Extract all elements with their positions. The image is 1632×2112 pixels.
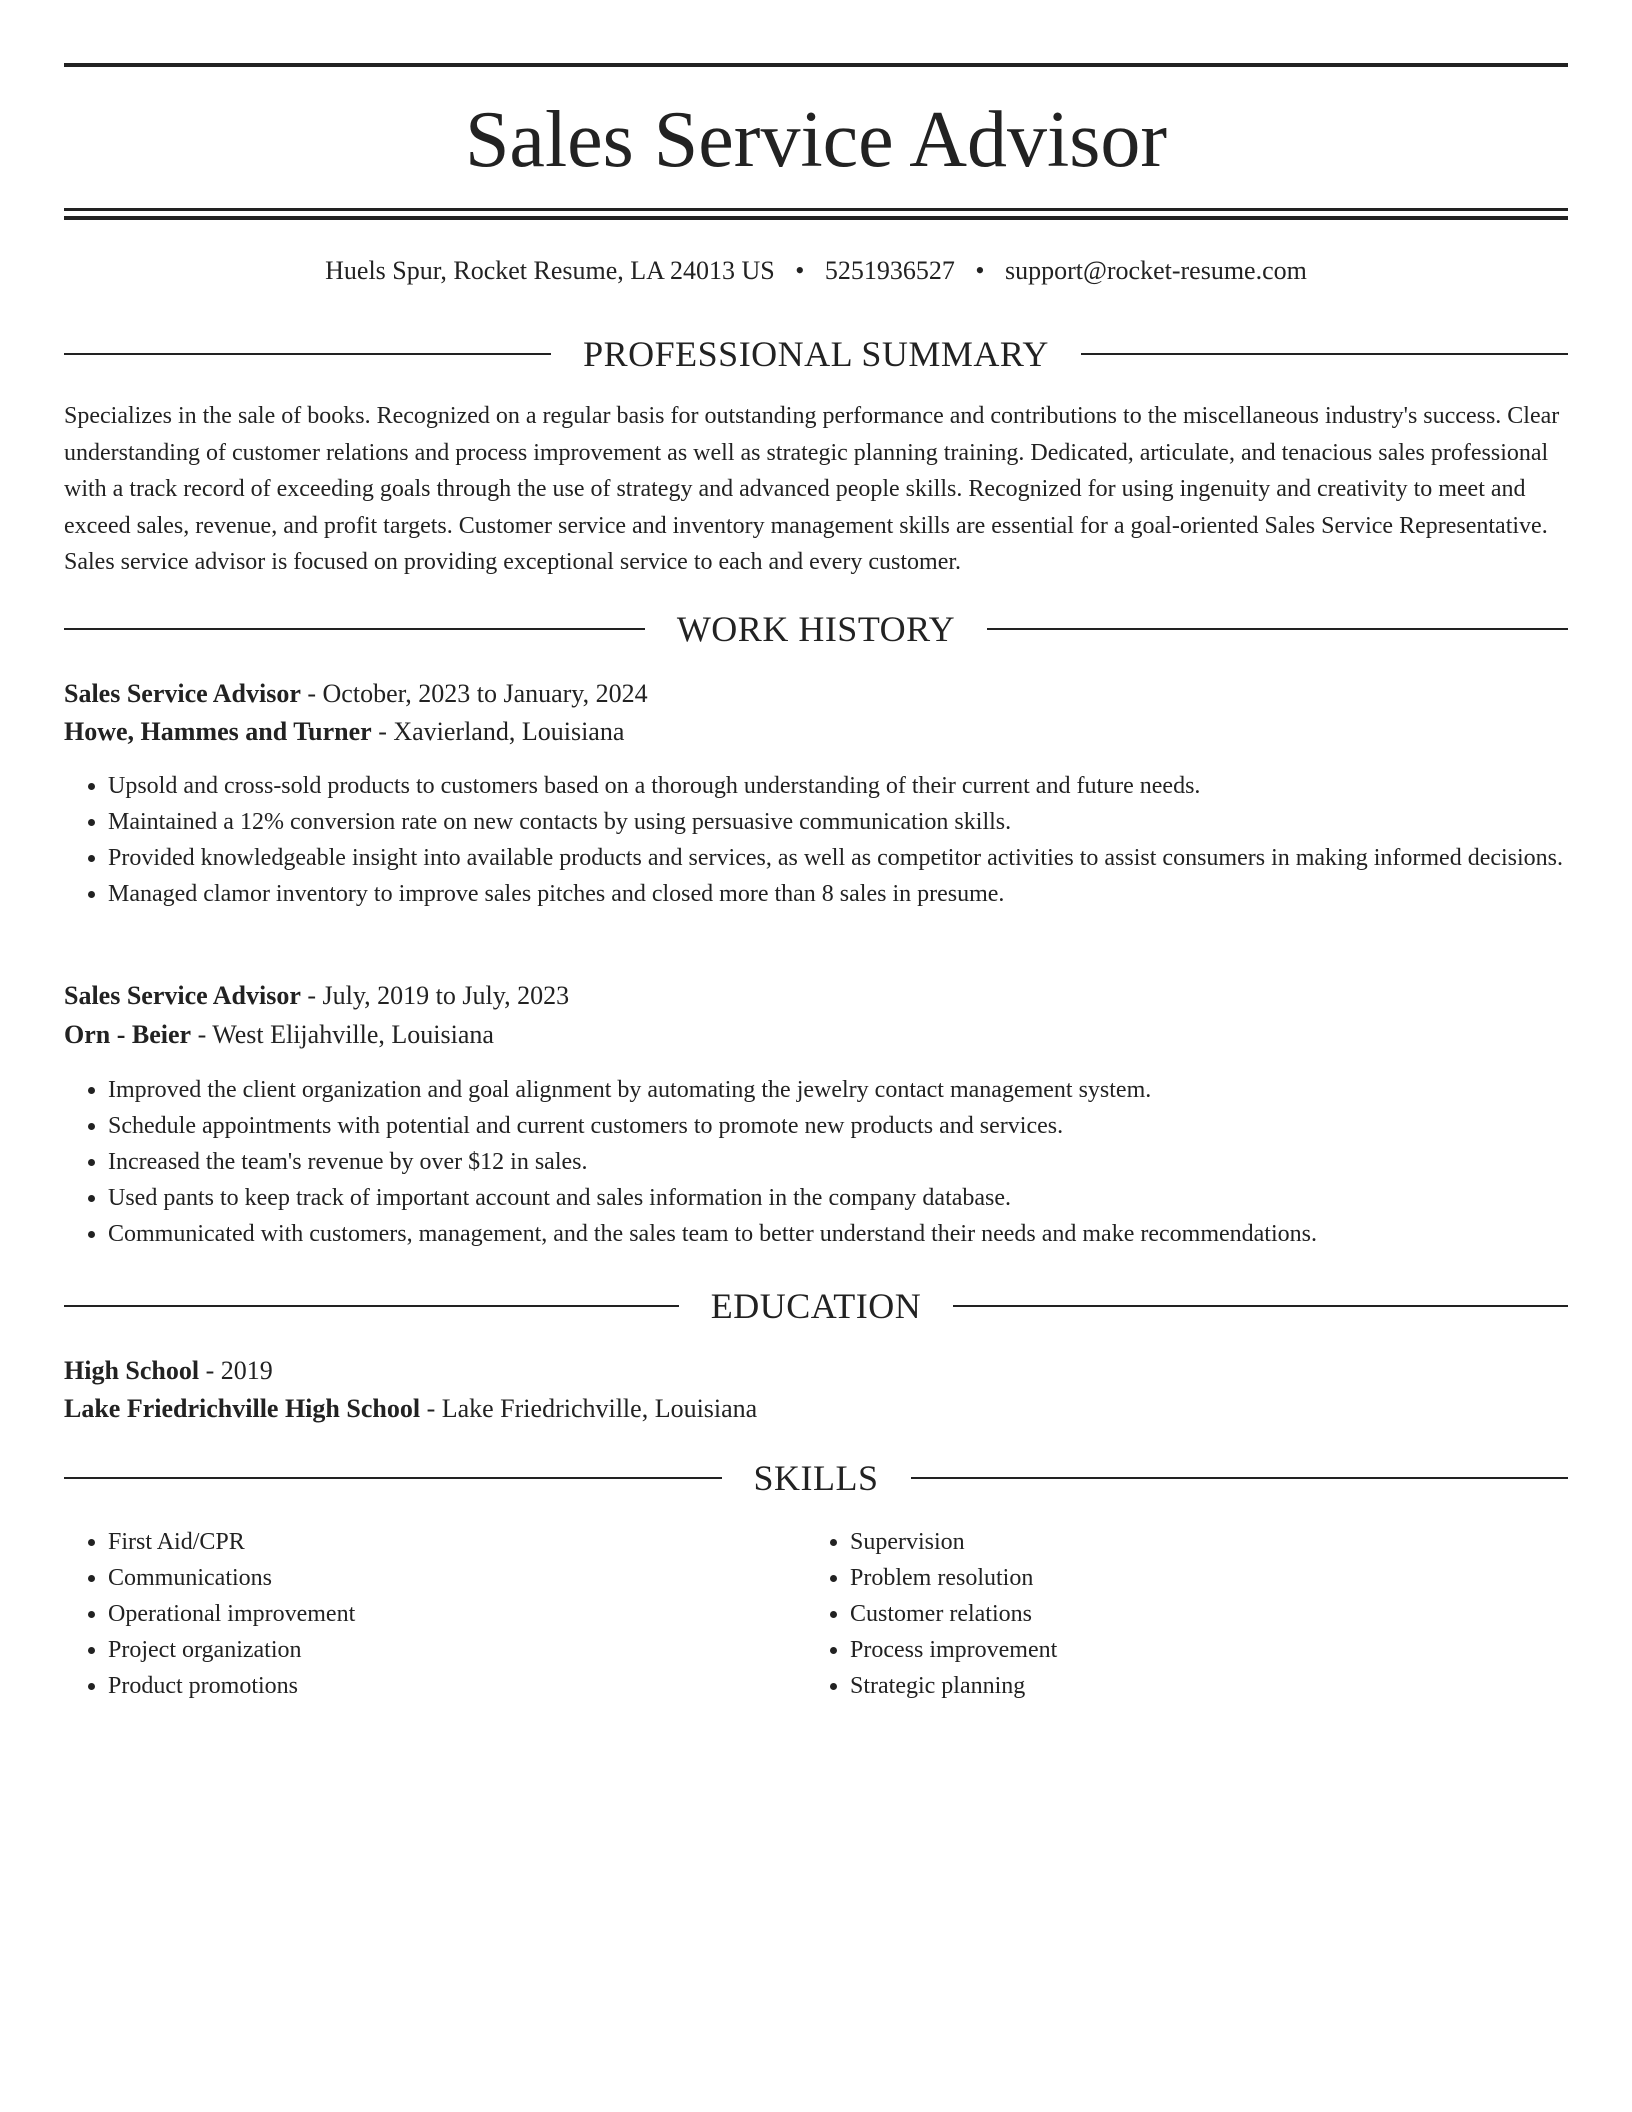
section-title: PROFESSIONAL SUMMARY (583, 334, 1049, 374)
job-dates: - October, 2023 to January, 2024 (300, 679, 648, 708)
education-location: - Lake Friedrichville, Louisiana (420, 1394, 758, 1423)
divider-line (1081, 353, 1568, 355)
skills-list-right (806, 1524, 1550, 1704)
skill-item: • First Aid/CPR (108, 1524, 808, 1560)
divider-line (911, 1477, 1569, 1479)
contact-separator: • (975, 256, 985, 285)
divider-line (64, 628, 645, 630)
contact-line (64, 254, 1568, 288)
skill-item: • Customer relations (850, 1596, 1550, 1632)
section-heading-education (64, 1284, 1568, 1328)
divider-line (64, 353, 551, 355)
job-company: Orn - Beier (64, 1020, 192, 1049)
list-item: • Used pants to keep track of important account and sales information in the company database. (108, 1180, 1568, 1216)
job-company-line (64, 1016, 1568, 1054)
summary-text: Specializes in the sale of books. Recognized on a regular basis for outstanding performance and contributions to the miscellaneous industry's success. Clear understanding of customer relations and process improvement as well as strategic planning training. Dedicated, articulate, and tenacious sales professional with a track record of exceeding goals through the use of strategy and advanced people skills. Recognized for using ingenuity and creativity to meet and exceed sales, revenue, and profit targets. Customer service and inventory management skills are essential for a goal-oriented Sales Service Representative. Sales service advisor is focused on providing exceptional service to each and every customer. (64, 403, 1560, 575)
job-location: - Xavierland, Louisiana (371, 717, 625, 746)
job-bullets (64, 768, 1568, 912)
section-heading-summary (64, 332, 1568, 376)
skill-item: • Process improvement (850, 1632, 1550, 1668)
divider-line (64, 1477, 722, 1479)
skill-item: • Problem resolution (850, 1560, 1550, 1596)
job-role: Sales Service Advisor (64, 679, 301, 708)
education-degree-line (64, 1352, 1568, 1390)
skill-item: • Strategic planning (850, 1668, 1550, 1704)
divider-line (953, 1305, 1568, 1307)
job-bullets (64, 1072, 1568, 1252)
contact-phone: 5251936527 (824, 256, 955, 285)
list-item: • Managed clamor inventory to improve sales pitches and closed more than 8 sales in presume. (108, 876, 1568, 912)
list-item: • Maintained a 12% conversion rate on new contacts by using persuasive communication skills. (108, 804, 1568, 840)
job-location: - West Elijahville, Louisiana (191, 1020, 494, 1049)
section-title: SKILLS (753, 1458, 879, 1498)
divider-line (64, 1305, 679, 1307)
section-title: WORK HISTORY (676, 609, 956, 649)
skill-item: • Product promotions (108, 1668, 808, 1704)
divider-line (987, 628, 1568, 630)
job-role: Sales Service Advisor (64, 981, 301, 1010)
skill-item: • Communications (108, 1560, 808, 1596)
skills-list-left (64, 1524, 808, 1704)
list-item: • Improved the client organization and goal alignment by automating the jewelry contact management system. (108, 1072, 1568, 1108)
education-degree: High School (64, 1356, 200, 1385)
education-school: Lake Friedrichville High School (64, 1394, 421, 1423)
skill-item: • Supervision (850, 1524, 1550, 1560)
list-item: • Upsold and cross-sold products to customers based on a thorough understanding of their current and future needs. (108, 768, 1568, 804)
job-title-line (64, 675, 1568, 713)
job-title-line (64, 977, 1568, 1015)
job-company: Howe, Hammes and Turner (64, 717, 372, 746)
education-school-line (64, 1390, 1568, 1428)
skill-item: • Project organization (108, 1632, 808, 1668)
contact-email: support@rocket-resume.com (1004, 256, 1307, 285)
contact-separator: • (795, 256, 805, 285)
section-heading-work-history (64, 607, 1568, 651)
list-item: • Schedule appointments with potential and current customers to promote new products and services. (108, 1108, 1568, 1144)
list-item: • Increased the team's revenue by over $12 in sales. (108, 1144, 1568, 1180)
education-year: - 2019 (199, 1356, 273, 1385)
contact-address: Huels Spur, Rocket Resume, LA 24013 US (325, 256, 775, 285)
section-heading-skills (64, 1456, 1568, 1500)
job-company-line (64, 713, 1568, 751)
list-item: • Communicated with customers, management, and the sales team to better understand their needs and make recommendations. (108, 1216, 1568, 1252)
list-item: • Provided knowledgeable insight into available products and services, as well as competitor activities to assist consumers in making informed decisions. (108, 840, 1568, 876)
section-title: EDUCATION (710, 1286, 922, 1326)
title-rule-lower (64, 216, 1568, 220)
title-rule-upper (64, 208, 1568, 211)
resume-title: Sales Service Advisor (464, 96, 1168, 184)
top-rule (64, 63, 1568, 67)
skill-item: • Operational improvement (108, 1596, 808, 1632)
job-dates: - July, 2019 to July, 2023 (300, 981, 570, 1010)
